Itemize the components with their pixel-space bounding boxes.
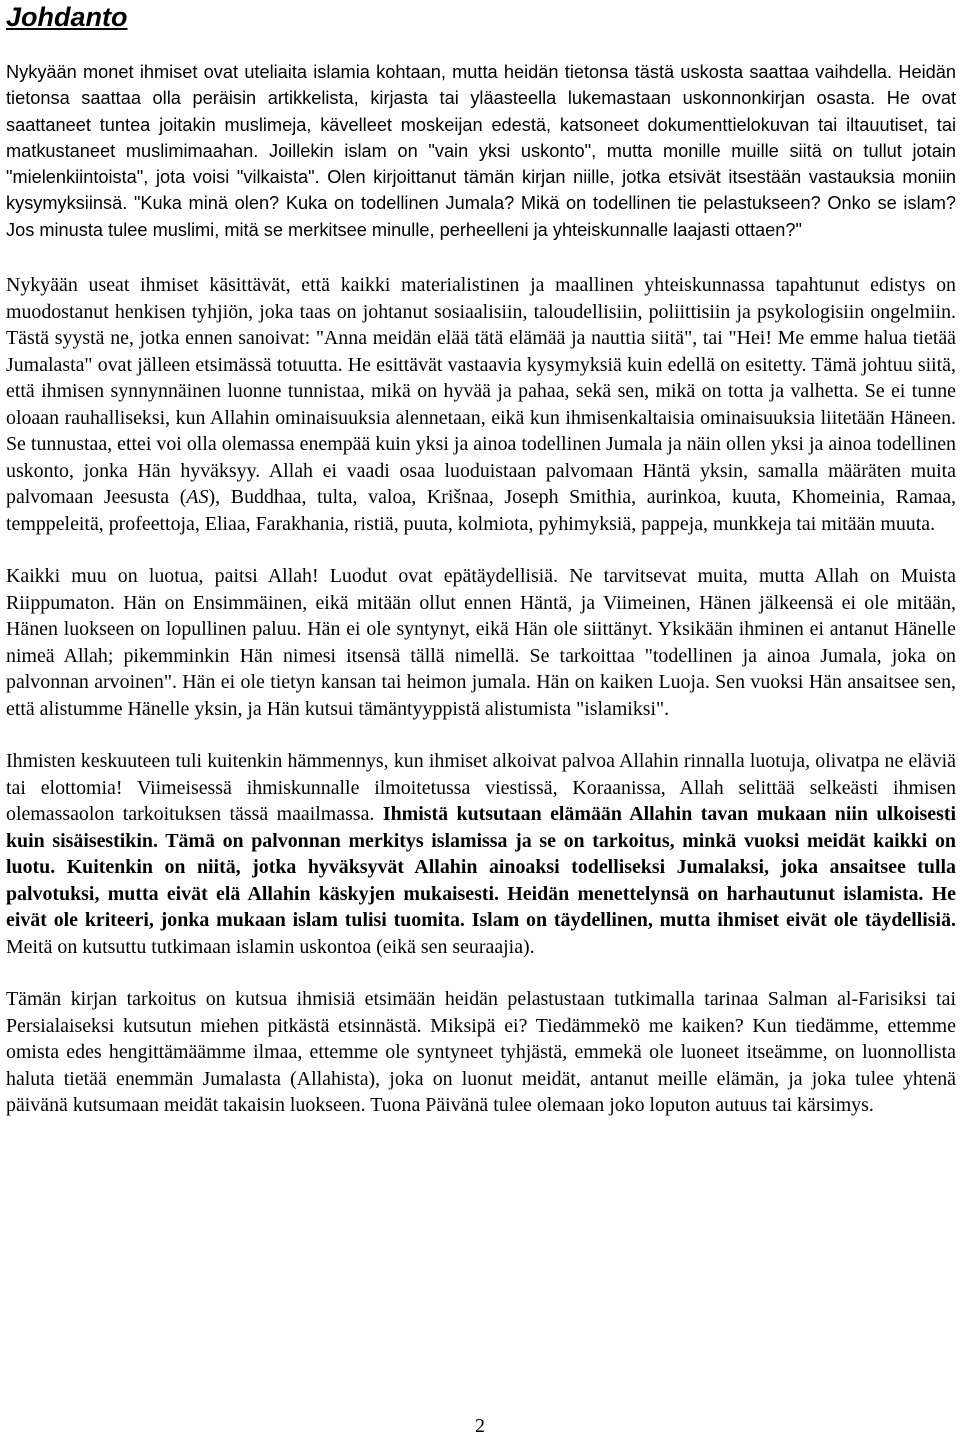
- page-number: 2: [475, 1415, 485, 1437]
- paragraph-text: Meitä on kutsuttu tutkimaan islamin uskontoa (eikä sen seuraajia).: [6, 935, 535, 958]
- body-paragraph-4: [6, 748, 956, 960]
- body-paragraph-5: [6, 986, 956, 1119]
- paragraph-text: Kaikki muu on luotua, paitsi Allah! Luodut ovat epätäydellisiä. Ne tarvitsevat muita, mutta Allah on Muista Riippumaton. Hän on Ensimmäinen, eikä mitään ollut ennen Häntä, ja Viimeinen, Hänen jälkeensä ei ole mitään, Hänen luokseen on lopullinen paluu. Hän ei ole syntynyt, eikä Hän ole siittänyt. Yksikään ihminen ei antanut Hänelle nimeä Allah; pikemminkin Hän nimesi itsensä tällä nimellä. Se tarkoittaa "todellinen ja ainoa Jumala, joka on palvonnan arvoinen". Hän ei ole tietyn kansan tai heimon jumala. Hän on kaiken Luoja. Sen vuoksi Hän ansaitsee sen, että alistumme Hänelle yksin, ja Hän kutsui tämäntyyppistä alistumista "islamiksi".: [6, 565, 956, 720]
- abbreviation-italic: AS: [186, 486, 209, 509]
- body-paragraph-2: [6, 272, 956, 537]
- body-paragraph-3: [6, 563, 956, 722]
- intro-paragraph: [6, 59, 956, 243]
- document-page: [6, 0, 956, 1119]
- paragraph-text: Tämän kirjan tarkoitus on kutsua ihmisiä etsimään heidän pelastustaan tutkimalla tarinaa Salman al-Farisiksi tai Persialaiseksi kutsutun miehen pitkästä etsinnästä. Miksipä ei? Tiedämmekö me kaiken? Kun tiedämme, ettemme omista edes hengittämäämme ilmaa, ettemme ole syntyneet tyhjästä, emmekä ole luoneet itseämme, on luonnollista haluta tietää enemmän Jumalasta (Allahista), joka on luonut meidät, antanut meille elämän, ja joka tulee yhtenä päivänä kutsumaan meidät takaisin luokseen. Tuona Päivänä tulee olemaan joko loputon autuus tai kärsimys.: [6, 988, 956, 1117]
- emphasis-bold-text: Ihmistä kutsutaan elämään Allahin tavan mukaan niin ulkoisesti kuin sisäisestikin. Tämä on palvonnan merkitys islamissa ja se on tarkoitus, minkä vuoksi meidät kaikki on luotu. Kuitenkin on niitä, jotka hyväksyvät Allahin ainoaksi todelliseksi Jumalaksi, joka ansaitsee tulla palvotuksi, mutta eivät elä Allahin käskyjen mukaisesti. Heidän menettelynsä on harhautunut islamista. He eivät ole kriteeri, jonka mukaan islam tulisi tuomita. Islam on täydellinen, mutta ihmiset eivät ole täydellisiä.: [6, 803, 957, 932]
- paragraph-text: ), Buddhaa, tulta, valoa, Krišnaa, Joseph Smithia, aurinkoa, kuuta, Khomeinia, Ramaa, temppeleitä, profeettoja, Eliaa, Farakhania, ristiä, puuta, kolmiota, pyhimyksiä, pappeja, munkkeja tai mitään muuta.: [6, 486, 957, 535]
- page-title: Johdanto: [6, 2, 128, 32]
- paragraph-text: Nykyään useat ihmiset käsittävät, että kaikki materialistinen ja maallinen yhteiskunnassa tapahtunut edistys on muodostanut henkisen tyhjiön, joka taas on johtanut sosiaalisiin, taloudellisiin, poliittisiin ja psykologisiin ongelmiin. Tästä syystä ne, jotka ennen sanoivat: "Anna meidän elää tätä elämää ja nauttia siitä", tai "Hei! Me emme halua tietää Jumalasta" ovat jälleen etsimässä totuutta. He esittävät vastaavia kysymyksiä kuin edellä on esitetty. Tämä johtuu siitä, että ihmisen synnynnäinen luonne tunnistaa, mikä on hyvää ja pahaa, sekä sen, mikä on totta ja valhetta. Se ei tunne oloaan rauhalliseksi, kun Allahin ominaisuuksia alennetaan, eikä kun ihmisenkaltaisia ominaisuuksia liitetään Häneen. Se tunnustaa, ettei voi olla olemassa enempää kuin yksi ja ainoa todellinen Jumala ja näin ollen yksi ja ainoa todellinen uskonto, jonka Hän hyväksyy. Allah ei vaadi osaa luoduistaan palvomaan Häntä yksin, samalla määräten muita palvomaan Jeesusta (: [6, 274, 956, 509]
- paragraph-text: Nykyään monet ihmiset ovat uteliaita islamia kohtaan, mutta heidän tietonsa tästä uskosta saattaa vaihdella. Heidän tietonsa saattaa olla peräisin artikkelista, kirjasta tai yläasteella lukemastaan uskonnonkirjan osasta. He ovat saattaneet tuntea joitakin muslimeja, kävelleet moskeijan edestä, katsoneet dokumenttielokuvan tai iltauutiset, tai matkustaneet muslimimaahan. Joillekin islam on "vain yksi uskonto", mutta monille muille siitä on tullut jotain "mielenkiintoista", jota voisi "vilkaista". Olen kirjoittanut tämän kirjan niille, jotka etsivät itsestään vastauksia moniin kysymyksiinsä. "Kuka minä olen? Kuka on todellinen Jumala? Mikä on todellinen tie pelastukseen? Onko se islam? Jos minusta tulee muslimi, mitä se merkitsee minulle, perheelleni ja yhteiskunnalle laajasti ottaen?": [6, 62, 956, 240]
- paragraph-text: Ihmisten keskuuteen tuli kuitenkin hämmennys, kun ihmiset alkoivat palvoa Allahin rinnalla luotuja, olivatpa ne eläviä tai elottomia! Viimeisessä ihmiskunnalle ilmoitetussa viestissä, Koraanissa, Allah selittää selkeästi ihmisen olemassaolon tarkoituksen tässä maailmassa.: [6, 750, 956, 826]
